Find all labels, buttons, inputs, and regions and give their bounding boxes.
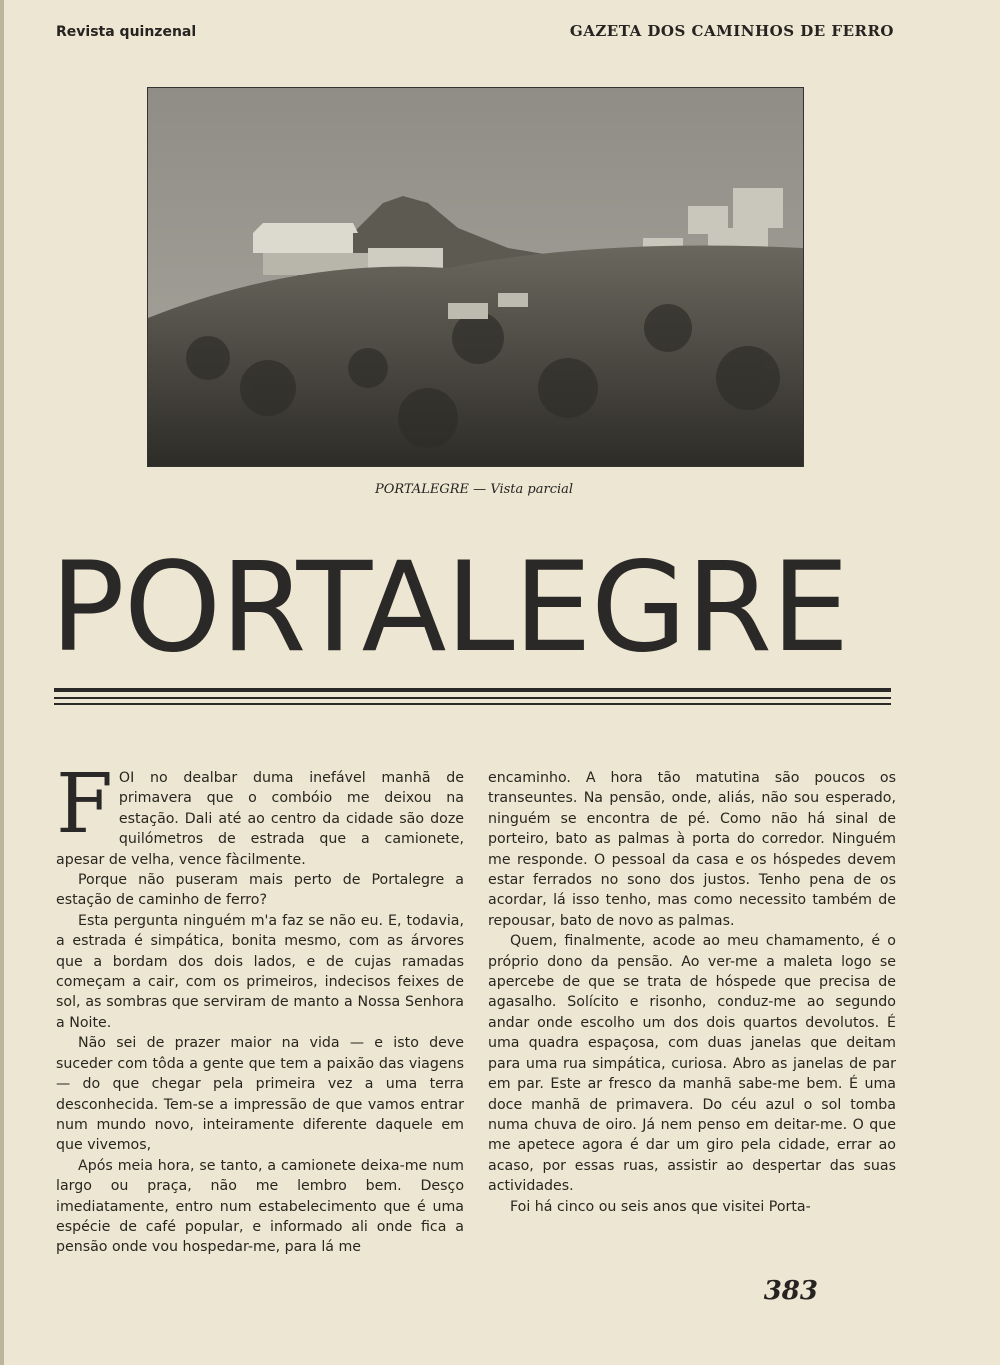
drop-cap: F [56, 757, 113, 852]
paragraph: Foi há cinco ou seis anos que visitei Porta- [510, 1198, 811, 1215]
paragraph: Quem, finalmente, acode ao meu chamamento, é o próprio dono da pensão. Ao ver-me a maleta logo se apercebe de que se trata de hóspede que precisa de agasalho. Solícito e risonho, conduz-me ao segundo andar onde escolho um dos dois quartos devolutos. É uma quadra espaçosa, com duas janelas que deitam para uma rua simpática, curiosa. Abro as janelas de par em par. Este ar fresco da manhã sabe-me bem. É uma doce manhã de primavera. Do céu azul o sol tomba numa chuva de oiro. Já nem penso em deitar-me. O que me apetece agora é dar um giro pela cidade, errar ao acaso, por essas ruas, assistir ao despertar das suas actividades. [488, 933, 896, 1195]
paragraph: Porque não puseram mais perto de Portalegre a estação de caminho de ferro? [56, 872, 464, 909]
paragraph: Após meia hora, se tanto, a camionete deixa-me num largo ou praça, não me lembro bem. Desço imediatamente, entro num estabelecimento que é uma espécie de café popular, e informado ali onde fica a pensão onde vou hospedar-me, para lá me [56, 1157, 464, 1256]
page-number: 383 [763, 1276, 818, 1306]
photo-caption: PORTALEGRE — Vista parcial [374, 482, 574, 497]
landscape-photograph [147, 87, 804, 467]
running-header-right: GAZETA DOS CAMINHOS DE FERRO [569, 22, 894, 40]
paragraph: encaminho. A hora tão matutina são poucos os transeuntes. Na pensão, onde, aliás, não sou esperado, ninguém se encontra de pé. Como não há sinal de porteiro, bato as palmas à porta do corredor. Ninguém me responde. O pessoal da casa e os hóspedes devem estar ferrados no sono dos justos. Tenho pena de os acordar, lá isso tenho, mas como necessito também de repousar, bato de novo as palmas. [488, 770, 896, 929]
page-edge-shadow [0, 0, 4, 1365]
running-header-left: Revista quinzenal [56, 24, 197, 40]
title-rule-thick [54, 688, 891, 692]
column-right [488, 768, 896, 1217]
article-title: PORTALEGRE [50, 536, 849, 680]
paragraph-text: OI no dealbar duma inefável manhã de primavera que o combóio me deixou na estação. Dali até ao centro da cidade são doze quilómetros de estrada que a camionete, apesar de velha, vence fàcilmente. [56, 770, 464, 868]
paragraph [56, 757, 464, 870]
paragraph: Esta pergunta ninguém m'a faz se não eu. E, todavia, a estrada é simpática, bonita mesmo, com as árvores que a bordam dos dois lados, e de cujas ramadas começam a cair, com os primeiros, indecisos feixes de sol, as sombras que serviram de manto a Nossa Senhora a Noite. [56, 912, 464, 1031]
title-rule-thin-2 [54, 703, 891, 705]
title-rule-thin [54, 697, 891, 699]
paragraph: Não sei de prazer maior na vida — e isto deve suceder com tôda a gente que tem a paixão das viagens — do que chegar pela primeira vez a uma terra desconhecida. Tem-se a impressão de que vamos entrar num mundo novo, inteiramente diferente daquele em que vivemos, [56, 1035, 464, 1154]
column-left [56, 757, 464, 1258]
photo-illustration [148, 88, 803, 466]
